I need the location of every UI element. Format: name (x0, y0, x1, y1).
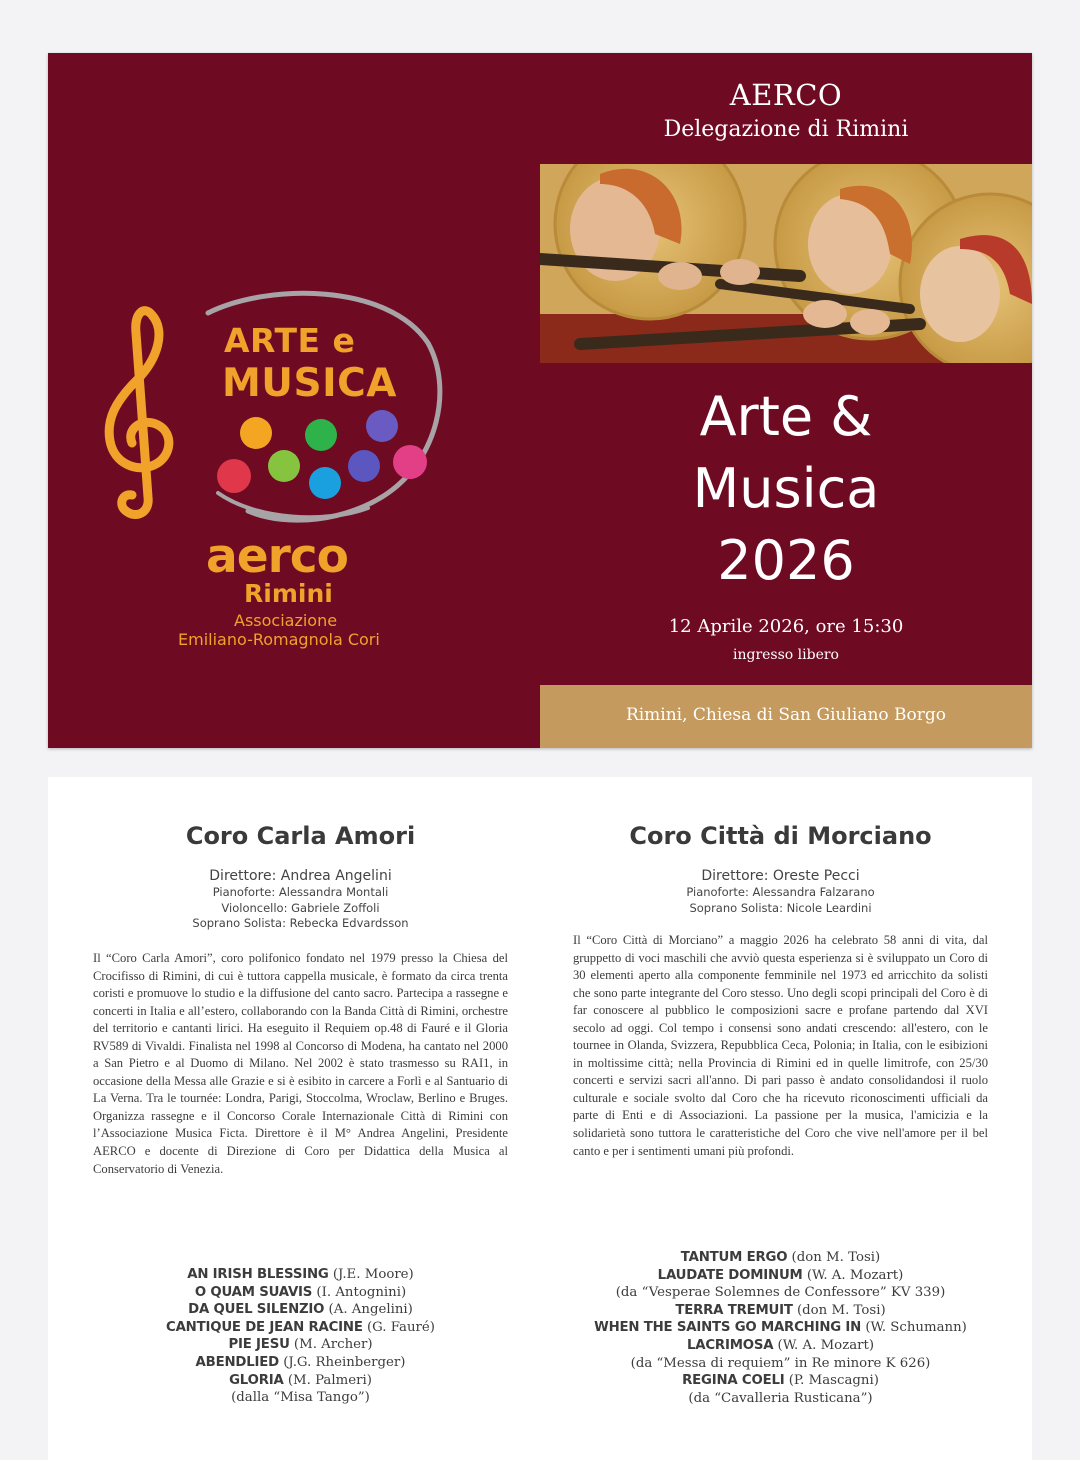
piece-author: (J.G. Rheinberger) (283, 1354, 406, 1370)
program-item (93, 1354, 508, 1372)
director-line: Direttore: Oreste Pecci (701, 868, 860, 884)
org-title: AERCO (729, 78, 843, 112)
piece-author: (J.E. Moore) (332, 1267, 414, 1282)
choir-credits (573, 867, 988, 916)
piece-title: PIE JESU (228, 1337, 290, 1353)
piece-title: AN IRISH BLESSING (187, 1267, 329, 1282)
venue-text: Rimini, Chiesa di San Giuliano Borgo (625, 705, 947, 725)
program-item (93, 1319, 508, 1337)
program-item (93, 1301, 508, 1319)
credit-line: Pianoforte: Alessandra Falzarano (686, 885, 875, 899)
program-item (93, 1372, 508, 1390)
event-title-line: Musica (692, 457, 880, 520)
cover-panel (48, 53, 1032, 748)
choir-name: Coro Carla Amori (185, 822, 416, 850)
piece-author: (da “Vesperae Solemnes de Confessore” KV 339) (615, 1285, 946, 1301)
credit-line: Soprano Solista: Nicole Leardini (689, 900, 872, 915)
piece-title: GLORIA (229, 1372, 284, 1388)
piece-title: LAUDATE DOMINUM (657, 1267, 803, 1283)
event-date: 12 Aprile 2026, ore 15:30 (668, 616, 904, 637)
choir-name: Coro Città di Morciano (629, 822, 932, 850)
logo-arte-text: ARTE e (224, 321, 356, 360)
program-item (573, 1249, 988, 1267)
logo-aerco-text: aerco (206, 529, 348, 584)
program-list (573, 1249, 988, 1407)
piece-author: (da “Cavalleria Rusticana”) (688, 1390, 873, 1406)
piece-title: TANTUM ERGO (680, 1250, 788, 1265)
event-title (540, 381, 1032, 597)
piece-author: (M. Archer) (293, 1337, 373, 1353)
program-note (93, 1389, 508, 1407)
program-note (573, 1355, 988, 1373)
piece-title: TERRA TREMUIT (675, 1302, 793, 1318)
piece-title: WHEN THE SAINTS GO MARCHING IN (594, 1320, 862, 1336)
piece-author: (P. Mascagni) (788, 1373, 879, 1389)
credit-line: Pianoforte: Alessandra Montali (212, 885, 389, 899)
piece-title: CANTIQUE DE JEAN RACINE (166, 1319, 363, 1335)
program-item (573, 1337, 988, 1355)
piece-author: (A. Angelini) (328, 1302, 413, 1318)
cover-right-column (540, 53, 1032, 748)
choir-credits (93, 867, 508, 932)
event-title-line: 2026 (717, 529, 855, 592)
program-item (93, 1284, 508, 1302)
program-item (573, 1372, 988, 1390)
program-note (573, 1284, 988, 1302)
program-item (93, 1266, 508, 1284)
piece-author: (don M. Tosi) (791, 1250, 881, 1265)
program-note (573, 1390, 988, 1408)
piece-author: (G. Fauré) (366, 1319, 435, 1335)
credit-line: Soprano Solista: Rebecka Edvardsson (192, 916, 409, 930)
entry-note: ingresso libero (732, 647, 839, 663)
piece-author: (don M. Tosi) (796, 1302, 886, 1318)
logo-association-text: Associazione (234, 611, 338, 630)
piece-author: (dalla “Misa Tango”) (231, 1390, 370, 1406)
angels-trumpets-painting (540, 164, 1032, 363)
logo-musica-text: MUSICA (222, 361, 397, 406)
piece-author: (I. Antognini) (316, 1284, 407, 1300)
piece-author: (W. A. Mozart) (777, 1337, 875, 1353)
director-line: Direttore: Andrea Angelini (209, 868, 392, 884)
delegation-subtitle: Delegazione di Rimini (663, 117, 909, 142)
painting-image-icon (540, 164, 1032, 363)
piece-title: O QUAM SUAVIS (194, 1284, 313, 1300)
program-item (573, 1319, 988, 1337)
credit-line: Violoncello: Gabriele Zoffoli (221, 900, 380, 915)
event-title-line: Arte & (699, 385, 873, 448)
program-list (93, 1266, 508, 1407)
choir-bio: Il “Coro Città di Morciano” a maggio 2026 ha celebrato 58 anni di vita, dal gruppetto di voci maschili che avviò questa esperienza si è sviluppato un Coro di 30 elementi aperto alla componente femminile nel 1973 ed arricchito da solisti che sono parte integrante del Coro stesso. Uno degli scopi principali del Coro è di far conoscere al pubblico le composizioni sacre e profane partendo dal XVI secolo ad oggi. Col tempo i consensi sono andati crescendo: all'estero, con le tournee in Olanda, Svizzera, Repubblica Ceca, Polonia; in Italia, con le esibizioni in moltissime città; nella Provincia di Rimini ed in quelle limitrofe, con 25/30 concerti e servizi sacri all'anno. Di pari passo è andato consolidandosi il ruolo culturale e sociale svolto dal Coro che ha ricevuto riconoscimenti ufficiali da parte di Enti e di Associazioni. La passione per la musica, l'amicizia e la solidarietà sono tuttora le caratteristiche del Coro che vive nell'amore per il bel canto e per i sentimenti umani più profondi. (573, 933, 988, 1158)
program-item (573, 1302, 988, 1320)
piece-title: DA QUEL SILENZIO (188, 1302, 325, 1318)
piece-title: ABENDLIED (195, 1354, 279, 1370)
program-page (48, 777, 1032, 1460)
piece-author: (M. Palmeri) (287, 1372, 372, 1388)
piece-title: REGINA COELI (682, 1373, 785, 1389)
choir-bio: Il “Coro Carla Amori”, coro polifonico fondato nel 1979 presso la Chiesa del Crocifisso di Rimini, di cui è tuttora cappella musicale, è formato da circa trenta coristi e promuove lo studio e la diffusione del canto sacro. Partecipa a rassegne e concerti in Italia e all’estero, collaborando con la Banda Città di Rimini, orchestre del territorio e cantanti lirici. Ha eseguito il Requiem op.48 di Fauré e il Gloria RV589 di Vivaldi. Finalista nel 1998 al Concorso di Modena, ha cantato nel 2000 a San Pietro e al Duomo di Milano. Nel 2002 è stato trasmesso su RAI1, in occasione della Messa alle Grazie e si è esibito in carcere a Forlì e al Santuario di La Verna. Tra le tournée: Londra, Parigi, Stoccolma, Wroclaw, Berlino e Bruges. Organizza rassegne e il Concorso Corale Internazionale Città di Rimini con l’Associazione Musica Ficta. Direttore è il M° Andrea Angelini, Presidente AERCO e docente di Direzione di Coro per Didattica della Musica al Conservatorio di Venezia. (93, 951, 508, 1176)
logo-region-text: Emiliano-Romagnola Cori (178, 630, 380, 649)
piece-title: LACRIMOSA (686, 1337, 774, 1353)
piece-author: (W. A. Mozart) (806, 1267, 904, 1283)
venue-bar (540, 685, 1032, 748)
piece-author: (W. Schumann) (865, 1320, 967, 1336)
program-item (93, 1336, 508, 1354)
treble-clef-icon (96, 301, 186, 521)
piece-author: (da “Messa di requiem” in Re minore K 626) (630, 1355, 931, 1371)
program-item (573, 1267, 988, 1285)
logo-rimini-text: Rimini (244, 579, 333, 608)
